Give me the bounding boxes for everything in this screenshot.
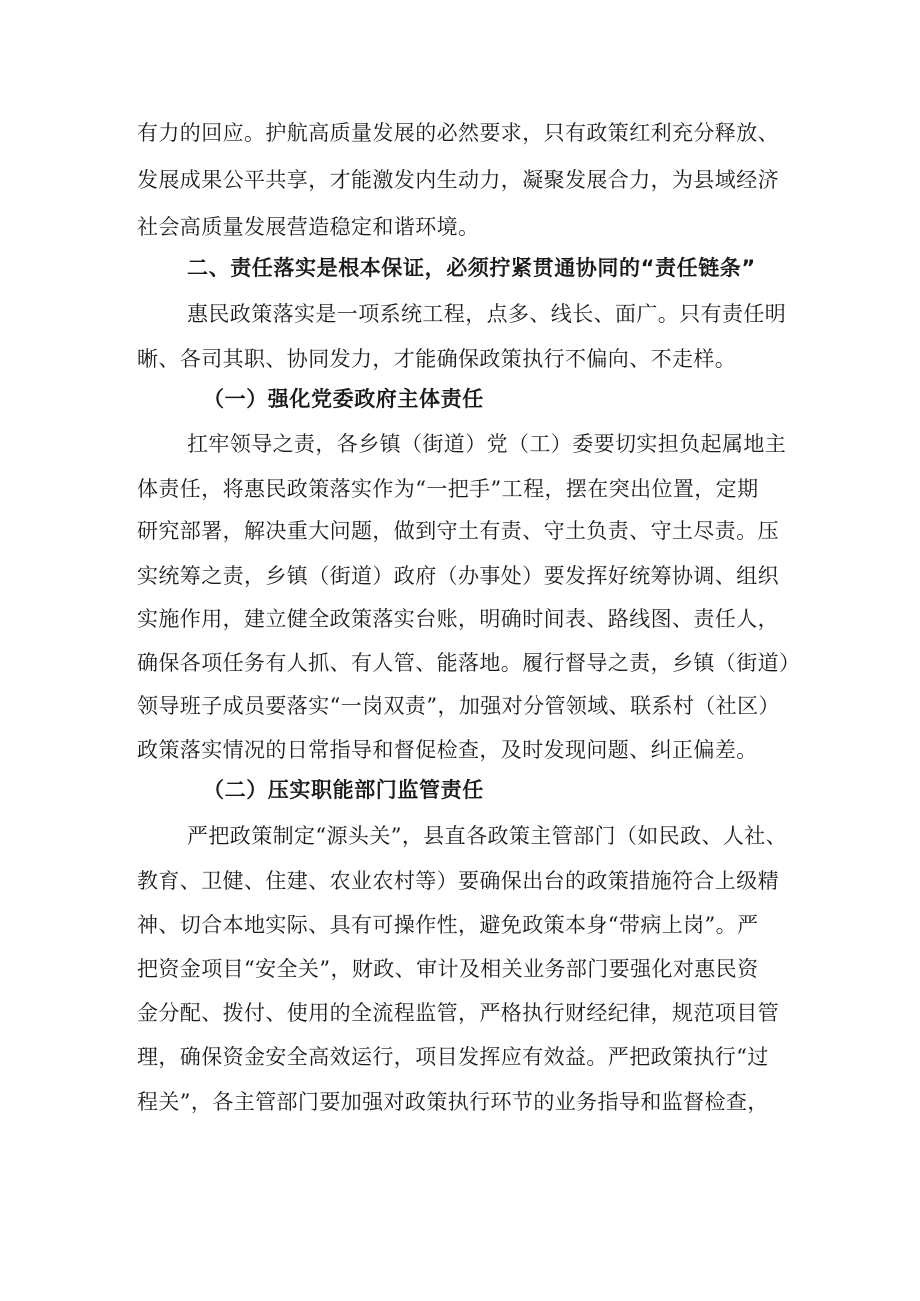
body-text-line: 政策落实情况的日常指导和督促检查，及时发现问题、纠正偏差。	[137, 738, 758, 762]
body-text-line: 金分配、拨付、使用的全流程监管，严格执行财经纪律，规范项目管	[137, 1001, 779, 1025]
body-text-line: 理，确保资金安全高效运行，项目发挥应有效益。严把政策执行“过	[137, 1045, 769, 1069]
body-text-line: 体责任，将惠民政策落实作为“一把手”工程，摆在突出位置，定期	[137, 477, 759, 501]
subsection-heading: （一）强化党委政府主体责任	[203, 387, 484, 411]
body-text-line: 社会高质量发展营造稳定和谐环境。	[137, 215, 480, 239]
body-text-line: 确保各项任务有人抓、有人管、能落地。履行督导之责，乡镇（街道）	[137, 651, 801, 675]
body-text-line: 神、切合本地实际、具有可操作性，避免政策本身“带病上岗”。严	[137, 913, 759, 937]
body-text-line: 晰、各司其职、协同发力，才能确保政策执行不偏向、不走样。	[137, 347, 737, 371]
body-text-line: 严把政策制定“源头关”，县直各政策主管部门（如民政、人社、	[187, 824, 788, 848]
section-heading: 二、责任落实是根本保证，必须拧紧贯通协同的“责任链条”	[187, 256, 756, 280]
body-text-line: 惠民政策落实是一项系统工程，点多、线长、面广。只有责任明	[187, 302, 787, 326]
body-text-line: 发展成果公平共享，才能激发内生动力，凝聚发展合力，为县域经济	[137, 168, 779, 192]
body-text-line: 实统筹之责，乡镇（街道）政府（办事处）要发挥好统筹协调、组织	[137, 564, 779, 588]
body-text-line: 把资金项目“安全关”，财政、审计及相关业务部门要强化对惠民资	[137, 957, 759, 981]
body-text-line: 领导班子成员要落实“一岗双责”，加强对分管领域、联系村（社区）	[137, 694, 780, 718]
body-text-line: 研究部署，解决重大问题，做到守土有责、守土负责、守土尽责。压	[137, 519, 779, 543]
body-text-line: 教育、卫健、住建、农业农村等）要确保出台的政策措施符合上级精	[137, 869, 779, 893]
subsection-heading: （二）压实职能部门监管责任	[203, 778, 484, 802]
body-text-line: 有力的回应。护航高质量发展的必然要求，只有政策红利充分释放、	[137, 121, 779, 145]
body-text-line: 扛牢领导之责，各乡镇（街道）党（工）委要切实担负起属地主	[187, 432, 787, 456]
body-text-line: 程关”，各主管部门要加强对政策执行环节的业务指导和监督检查，	[137, 1090, 769, 1114]
body-text-line: 实施作用，建立健全政策落实台账，明确时间表、路线图、责任人，	[137, 607, 779, 631]
